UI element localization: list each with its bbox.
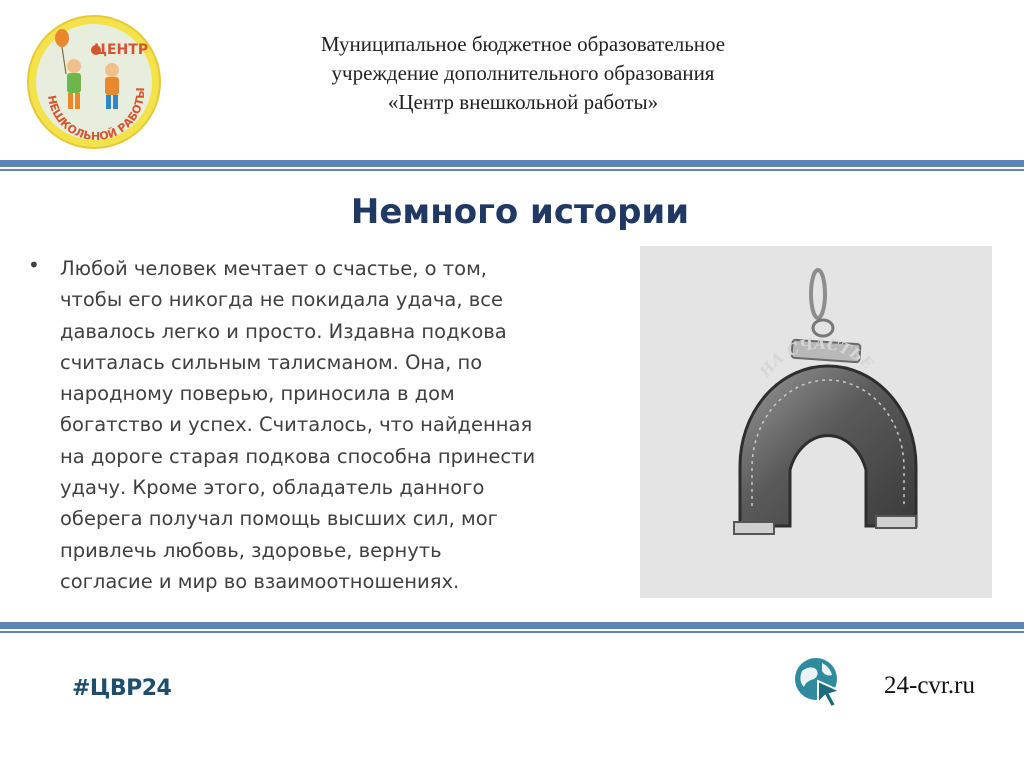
balloon-icon <box>55 29 69 47</box>
body-line: привлечь любовь, здоровье, вернуть <box>60 538 442 562</box>
hashtag-label: #ЦВР24 <box>72 676 172 701</box>
organization-logo <box>26 14 162 150</box>
body-paragraph <box>60 253 620 597</box>
logo-text-top: ЦЕНТР <box>94 42 149 58</box>
body-line: удачу. Кроме этого, обладатель данного <box>60 476 485 500</box>
organization-name-line-2: учреждение дополнительного образования <box>331 61 715 85</box>
logo-text-arc: НЕШКОЛЬНОЙ РАБОТЫ <box>44 87 148 144</box>
logo-graphic <box>26 14 162 150</box>
bullet-marker: • <box>28 253 40 277</box>
organization-name-line-3: «Центр внешкольной работы» <box>387 90 659 114</box>
organization-header <box>230 30 816 117</box>
slide-title: Немного истории <box>350 192 690 232</box>
body-line: согласие и мир во взаимоотношениях. <box>60 569 460 593</box>
horseshoe-pendant-photo <box>640 246 992 598</box>
body-line: богатство и успех. Считалось, что найденная <box>60 413 533 437</box>
bottom-divider <box>0 622 1024 633</box>
top-divider <box>0 160 1024 171</box>
organization-name-line-1: Муниципальное бюджетное образовательное <box>320 32 726 56</box>
site-url-link[interactable]: 24-cvr.ru <box>884 672 975 699</box>
globe-cursor-icon <box>792 655 846 709</box>
body-line: на дороге старая подкова способна принести <box>60 444 536 468</box>
body-line: считалась сильным талисманом. Она, по <box>60 350 483 374</box>
body-line: чтобы его никогда не покидала удача, все <box>60 288 503 312</box>
body-line: Любой человек мечтает о счастье, о том, <box>60 257 487 280</box>
engraving-text: НА СЧАСТЬЕ <box>755 334 877 381</box>
horseshoe-icon <box>640 246 992 598</box>
body-line: оберега получал помощь высших сил, мог <box>60 507 498 531</box>
body-line: давалось легко и просто. Издавна подкова <box>60 319 507 343</box>
body-line: народному поверью, приносила в дом <box>60 382 455 406</box>
